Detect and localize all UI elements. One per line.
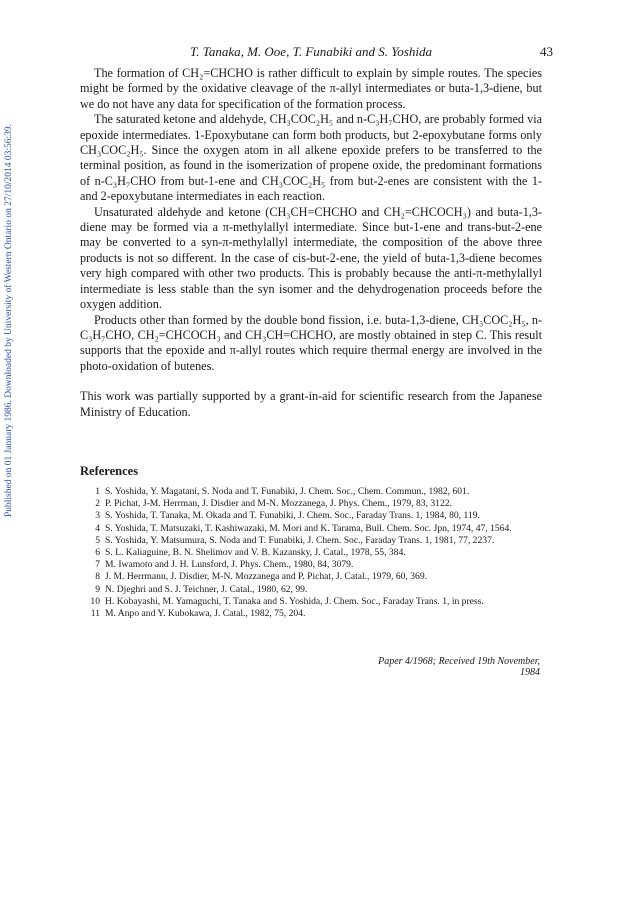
reference-item bbox=[84, 547, 540, 559]
reference-item bbox=[84, 584, 540, 596]
reference-number: 1 bbox=[95, 486, 100, 497]
reference-item bbox=[84, 596, 540, 608]
reference-item bbox=[84, 486, 540, 498]
reference-text: P. Pichat, J-M. Herrman, J. Disdier and M-N. Mozzanega, J. Phys. Chem., 1979, 83, 3122. bbox=[105, 498, 452, 510]
reference-item bbox=[84, 535, 540, 547]
reference-text: S. Yoshida, T. Tanaka, M. Okada and T. Funabiki, J. Chem. Soc., Faraday Trans. 1, 1984, 80, 119. bbox=[105, 510, 480, 522]
paragraph-saturated: The saturated ketone and aldehyde, CH₃COC₂H₅ and n-C₃H₇CHO, are probably formed via epoxide intermediates. 1-Epoxybutane can form both products, but 2-epoxybutane forms only CH₃COC₂H₅. Since the oxygen atom in all alkene epoxide prefers to be transferred to the terminal position, as found in the isomerization of propene oxide, the predominant formations of n-C₃H₇CHO from but-1-ene and CH₃COC₂H₅ from but-2-enes are consistent with the 1- and 2-epoxybutane intermediates in each reaction. bbox=[80, 112, 542, 204]
reference-number: 8 bbox=[95, 571, 100, 583]
download-watermark: Published on 01 January 1986. Downloaded by University of Western Ontario on 27/10/2014 03:56:39. bbox=[4, 123, 14, 517]
reference-text: J. M. Herrmann, J. Disdier, M-N. Mozzanega and P. Pichat, J. Catal., 1979, 60, 369. bbox=[105, 571, 428, 583]
reference-item bbox=[84, 608, 540, 620]
reference-number: 5 bbox=[95, 534, 100, 546]
reference-number: 10 bbox=[90, 595, 100, 607]
reference-text: M. Anpo and Y. Kubokawa, J. Catal., 1982, 75, 204. bbox=[105, 608, 306, 620]
body-text bbox=[80, 66, 542, 420]
reference-number: 4 bbox=[95, 522, 100, 534]
paragraph-unsaturated: Unsaturated aldehyde and ketone (CH₃CH=CHCHO and CH₂=CHCOCH₃) and buta-1,3-diene may be formed via a π-methylallyl intermediate. Since but-1-ene and trans-but-2-ene may be converted to a syn-π-methylallyl intermediate, the composition of the above three products is not so different. In the case of cis-but-2-ene, the yield of buta-1,3-diene becomes very high compared with other two products. This is probably because the anti-π-methylallyl intermediate is less stable than the syn isomer and the dehydrogenation proceeds before the oxygen addition. bbox=[80, 204, 542, 312]
reference-number: 9 bbox=[95, 583, 100, 595]
reference-item bbox=[84, 498, 540, 510]
acknowledgement: This work was partially supported by a grant-in-aid for scientific research from the Japanese Ministry of Education. bbox=[80, 389, 542, 419]
paragraph-products: Products other than formed by the double bond fission, i.e. buta-1,3-diene, CH₃COC₂H₅, n-C₃H₇CHO, CH₂=CHCOCH₃ and CH₃CH=CHCHO, are mostly obtained in step C. This result supports that the epoxide and π-allyl routes which require thermal energy are involved in the photo-oxidation of butenes. bbox=[80, 312, 542, 373]
reference-text: S. Yoshida, Y. Magatani, S. Noda and T. Funabiki, J. Chem. Soc., Chem. Commun., 1982, 601. bbox=[105, 486, 470, 497]
reference-item bbox=[84, 559, 540, 571]
reference-text: N. Djeghri and S. J. Teichner, J. Catal., 1980, 62, 99. bbox=[105, 583, 308, 595]
references-list bbox=[84, 486, 540, 620]
references-heading: References bbox=[80, 464, 139, 478]
reference-text: S. Yoshida, Y. Matsumura, S. Noda and T. Funabiki, J. Chem. Soc., Faraday Trans. 1, 1981, 77, 2237. bbox=[105, 534, 495, 546]
reference-item bbox=[84, 510, 540, 522]
reference-number: 7 bbox=[95, 559, 100, 571]
reference-text: M. Iwamoto and J. H. Lunsford, J. Phys. Chem., 1980, 84, 3079. bbox=[105, 559, 354, 571]
reference-text: H. Kobayashi, M. Yamaguchi, T. Tanaka and S. Yoshida, J. Chem. Soc., Faraday Trans. 1, in press. bbox=[105, 595, 484, 607]
received-date: Paper 4/1968; Received 19th November, 1984 bbox=[378, 656, 540, 678]
page-number: 43 bbox=[540, 44, 553, 59]
reference-item bbox=[84, 523, 540, 535]
reference-number: 6 bbox=[95, 547, 100, 559]
reference-number: 3 bbox=[95, 510, 100, 522]
reference-number: 11 bbox=[90, 608, 100, 620]
running-header-authors: T. Tanaka, M. Ooe, T. Funabiki and S. Yoshida bbox=[190, 44, 432, 59]
paragraph-formation: The formation of CH₂=CHCHO is rather difficult to explain by simple routes. The species might be formed by the oxidative cleavage of the π-allyl intermediates or buta-1,3-diene, but we do not have any data for specification of the formation process. bbox=[80, 66, 542, 111]
reference-number: 2 bbox=[95, 498, 100, 510]
reference-text: S. L. Kaliaguine, B. N. Shelimov and V. B. Kazansky, J. Catal., 1978, 55, 384. bbox=[105, 547, 406, 559]
reference-item bbox=[84, 571, 540, 583]
reference-text: S. Yoshida, T. Matsuzaki, T. Kashiwazaki, M. Mori and K. Tarama, Bull. Chem. Soc. Jpn, 1974, 47, 1564. bbox=[105, 522, 512, 534]
